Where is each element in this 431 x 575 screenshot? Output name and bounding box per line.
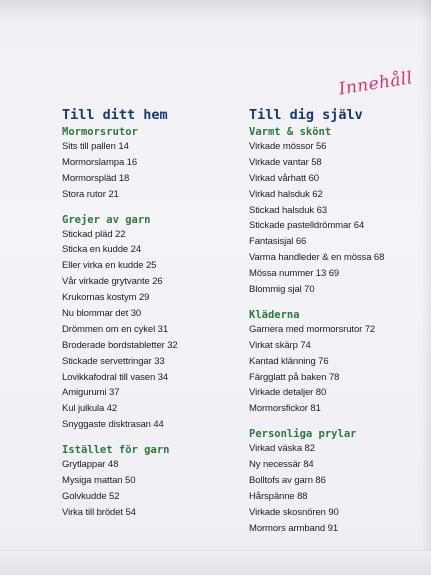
- toc-entry[interactable]: Broderade bordstabletter 32: [62, 339, 178, 351]
- toc-entry[interactable]: Virka till brödet 54: [62, 506, 136, 518]
- column-title: Till dig själv: [249, 107, 363, 123]
- toc-entry[interactable]: Garnera med mormorsrutor 72: [249, 323, 376, 335]
- page-top-shadow: [0, 0, 431, 22]
- toc-entry[interactable]: Mormorsfickor 81: [249, 403, 321, 415]
- page-heading: Innehåll: [337, 68, 415, 100]
- toc-entry[interactable]: Hårspänne 88: [249, 490, 308, 502]
- toc-entry[interactable]: Varma handleder & en mössa 68: [249, 252, 385, 264]
- toc-entry[interactable]: Mormorspläd 18: [62, 172, 130, 184]
- section-title: Personliga prylar: [249, 428, 357, 441]
- toc-entry[interactable]: Lovikkafodral till vasen 34: [62, 371, 169, 383]
- toc-entry[interactable]: Virkad väska 82: [249, 443, 315, 455]
- toc-entry[interactable]: Vår virkade grytvante 26: [62, 276, 163, 288]
- toc-entry[interactable]: Virkad vårhatt 60: [249, 172, 319, 184]
- toc-entry[interactable]: Drömmen om en cykel 31: [62, 323, 169, 335]
- toc-entry[interactable]: Stickade servettringar 33: [62, 355, 165, 367]
- toc-entry[interactable]: Nu blommar det 30: [62, 308, 142, 320]
- toc-entry[interactable]: Amigurumi 37: [62, 387, 120, 399]
- toc-entry[interactable]: Sits till pallen 14: [62, 141, 129, 152]
- toc-entry[interactable]: Ny necessär 84: [249, 459, 314, 471]
- toc-entry[interactable]: Mössa nummer 13 69: [249, 268, 340, 280]
- toc-entry[interactable]: Virkad halsduk 62: [249, 188, 323, 200]
- toc-entry[interactable]: Färgglatt på baken 78: [249, 371, 340, 383]
- toc-entry[interactable]: Grytlappar 48: [62, 459, 119, 471]
- toc-entry[interactable]: Fantasisjal 66: [249, 236, 307, 248]
- toc-entry[interactable]: Mysiga mattan 50: [62, 475, 136, 487]
- column-title: Till ditt hem: [62, 107, 168, 123]
- page-bottom-edge: [0, 550, 431, 575]
- toc-entry[interactable]: Virkade vantar 58: [249, 156, 322, 168]
- toc-entry[interactable]: Kantad klänning 76: [249, 355, 329, 367]
- toc-entry[interactable]: Eller virka en kudde 25: [62, 260, 157, 272]
- toc-entry[interactable]: Mormorslampa 16: [62, 156, 138, 168]
- toc-entry[interactable]: Stickad halsduk 63: [249, 204, 327, 216]
- section-title: Mormorsrutor: [62, 126, 138, 138]
- toc-entry[interactable]: Virkade skosnören 90: [249, 506, 339, 518]
- toc-entry[interactable]: Virkade mössor 56: [249, 141, 327, 152]
- section-title: Varmt & skönt: [249, 126, 332, 138]
- toc-entry[interactable]: Mormors armband 91: [249, 522, 339, 534]
- toc-entry[interactable]: Virkade detaljer 80: [249, 387, 327, 399]
- toc-entry[interactable]: Stickade pastelldrömmar 64: [249, 220, 365, 232]
- section-title: Grejer av garn: [62, 213, 151, 226]
- toc-entry[interactable]: Snyggaste disktrasan 44: [62, 419, 164, 431]
- toc-entry[interactable]: Krukornas kostym 29: [62, 292, 150, 304]
- toc-entry[interactable]: Kul julkula 42: [62, 403, 118, 415]
- toc-entry[interactable]: Blommig sjal 70: [249, 284, 315, 296]
- section-title: Istället för garn: [62, 444, 170, 457]
- toc-entry[interactable]: Stickad pläd 22: [62, 228, 126, 240]
- left-column: [62, 107, 242, 521]
- toc-entry[interactable]: Virkat skärp 74: [249, 339, 311, 351]
- toc-entry[interactable]: Sticka en kudde 24: [62, 244, 142, 256]
- section-title: Kläderna: [249, 308, 300, 321]
- toc-entry[interactable]: Stora rutor 21: [62, 188, 119, 200]
- toc-entry[interactable]: Bolltofs av garn 86: [249, 475, 326, 487]
- right-column: [249, 107, 429, 537]
- toc-entry[interactable]: Golvkudde 52: [62, 490, 120, 502]
